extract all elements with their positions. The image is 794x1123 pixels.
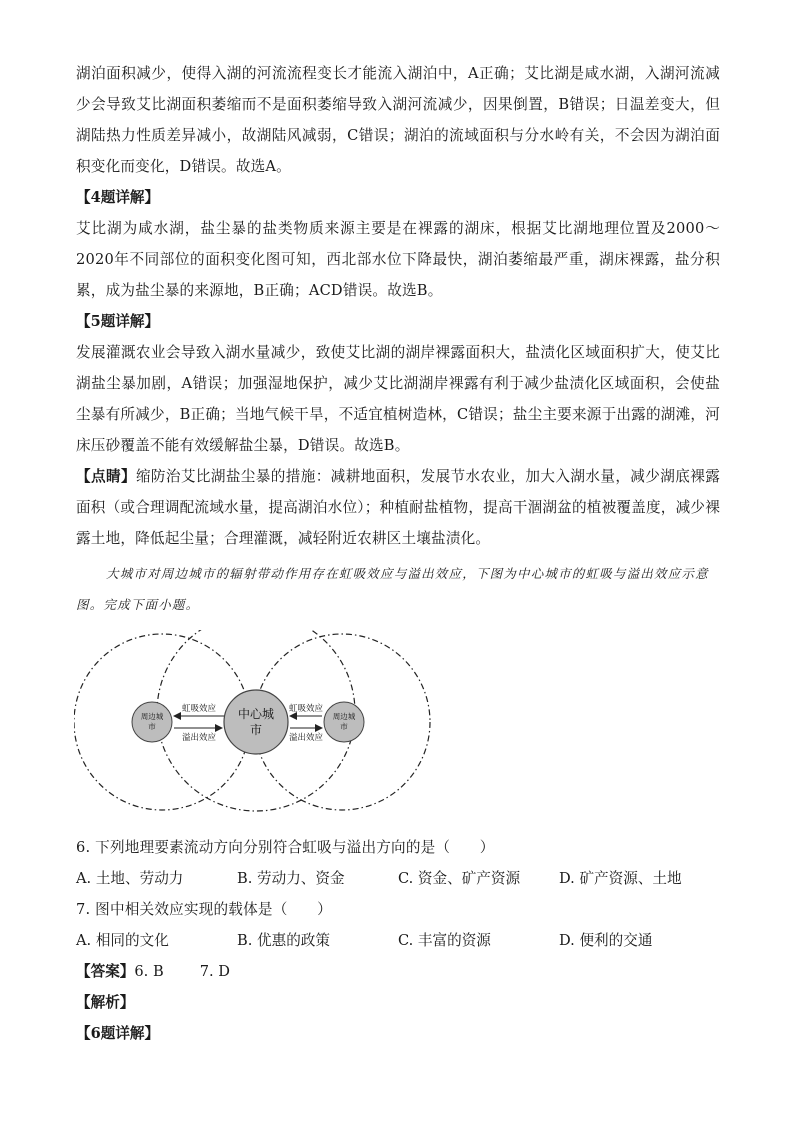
q4-body: 艾比湖为咸水湖，盐尘暴的盐类物质来源主要是在裸露的湖床，根据艾比湖地理位置及2000～2020年不同部位的面积变化图可知，西北部水位下降最快，湖泊萎缩最严重，湖床裸露，盐分积累，成为盐尘暴的来源地，B正确；ACD错误。故选B。 bbox=[76, 220, 720, 299]
siphon-label-left: 虹吸效应 bbox=[181, 704, 216, 714]
q7-option-a: A. 相同的文化 bbox=[76, 932, 169, 949]
q7-options bbox=[76, 925, 720, 956]
q6-option-b: B. 劳动力、资金 bbox=[237, 870, 345, 887]
question-intro: 大城市对周边城市的辐射带动作用存在虹吸效应与溢出效应，下图为中心城市的虹吸与溢出效应示意图。完成下面小题。 bbox=[76, 566, 709, 612]
siphon-spill-diagram bbox=[74, 630, 434, 830]
left-node-label: 周边城市 bbox=[140, 712, 164, 731]
spill-label-left: 溢出效应 bbox=[181, 733, 216, 743]
tip-paragraph bbox=[76, 461, 720, 554]
q6-options bbox=[76, 863, 720, 894]
answer-7: 7. D bbox=[199, 963, 230, 980]
right-node-label: 周边城市 bbox=[332, 712, 356, 731]
siphon-label-right: 虹吸效应 bbox=[288, 704, 323, 714]
q7-option-b: B. 优惠的政策 bbox=[237, 932, 330, 949]
q6-option-c: C. 资金、矿产资源 bbox=[398, 870, 521, 887]
spill-label-right: 溢出效应 bbox=[288, 733, 323, 743]
answer-6: 6. B bbox=[134, 963, 164, 980]
q7-option-d: D. 便利的交通 bbox=[559, 932, 653, 949]
q5-body: 发展灌溉农业会导致入湖水量减少，致使艾比湖的湖岸裸露面积大，盐渍化区域面积扩大，使艾比湖盐尘暴加剧，A错误；加强湿地保护，减少艾比湖湖岸裸露有利于减少盐渍化区域面积，会使盐尘暴有所减少，B正确；当地气候干旱，不适宜植树造林，C错误；盐尘主要来源于出露的湖滩，河床压砂覆盖不能有效缓解盐尘暴，D错误。故选B。 bbox=[76, 344, 720, 454]
answer-line bbox=[76, 956, 720, 987]
q6-detail-heading: 【6题详解】 bbox=[76, 1025, 160, 1042]
q5-heading: 【5题详解】 bbox=[76, 313, 160, 330]
tip-tag: 【点睛】 bbox=[76, 468, 136, 485]
tip-body: 缩防治艾比湖盐尘暴的措施：减耕地面积，发展节水农业，加大入湖水量，减少湖底裸露面积（或合理调配流域水量，提高湖泊水位）；种植耐盐植物，提高干涸湖盆的植被覆盖度，减少裸露土地，降低起尘量；合理灌溉，减轻附近农耕区土壤盐渍化。 bbox=[76, 468, 720, 547]
q6-option-d: D. 矿产资源、土地 bbox=[559, 870, 682, 887]
center-node-label: 中心城市 bbox=[238, 707, 275, 737]
q6-option-a: A. 土地、劳动力 bbox=[76, 870, 184, 887]
analysis-heading: 【解析】 bbox=[76, 994, 135, 1011]
document-page bbox=[76, 58, 720, 1049]
answer-tag: 【答案】 bbox=[76, 963, 135, 980]
q6-stem: 6. 下列地理要素流动方向分别符合虹吸与溢出方向的是（ ） bbox=[76, 839, 495, 856]
q7-option-c: C. 丰富的资源 bbox=[398, 932, 491, 949]
q4-heading: 【4题详解】 bbox=[76, 189, 160, 206]
q7-stem: 7. 图中相关效应实现的载体是（ ） bbox=[76, 901, 332, 918]
paragraph-q3-end: 湖泊面积减少，使得入湖的河流流程变长才能流入湖泊中，A正确；艾比湖是咸水湖，入湖河流减少会导致艾比湖面积萎缩而不是面积萎缩导致入湖河流减少，因果倒置，B错误；日温差变大，但湖陆热力性质差异减小，故湖陆风减弱，C错误；湖泊的流域面积与分水岭有关，不会因为湖泊面积变化而变化，D错误。故选A。 bbox=[76, 65, 720, 175]
